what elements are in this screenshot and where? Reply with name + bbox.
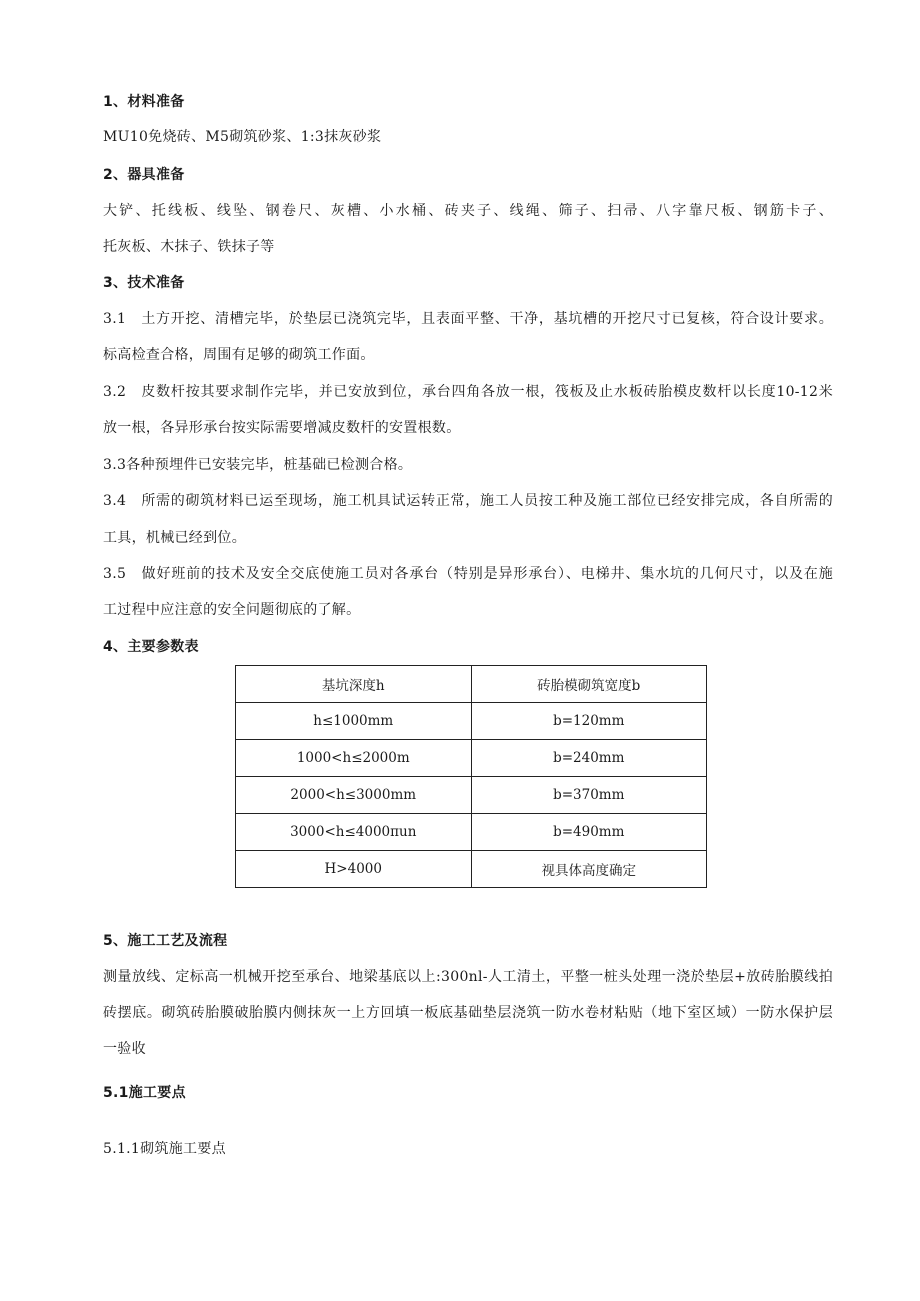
table-row — [236, 777, 707, 814]
table-cell: b=370mm — [471, 777, 707, 814]
section-5-text-line-1: 测量放线、定标高一机械开挖至承台、地梁基底以上:300nl-人工清土，平整一桩头处理一浇於垫层+放砖胎膜线拍 — [103, 969, 833, 985]
table-cell: 1000<h≤2000m — [236, 740, 472, 777]
table-header-cell: 基坑深度h — [236, 666, 472, 703]
table-row — [236, 703, 707, 740]
table-cell: 3000<h≤4000πun — [236, 814, 472, 851]
section-3-1-line-2: 标高检查合格，周围有足够的砌筑工作面。 — [103, 347, 375, 363]
table-header-cell: 砖胎模砌筑宽度b — [471, 666, 707, 703]
table-header-row — [236, 666, 707, 703]
table-row — [236, 851, 707, 888]
section-2-title: 2、器具准备 — [103, 167, 185, 183]
section-5-1-title: 5.1施工要点 — [103, 1085, 186, 1101]
parameter-table — [235, 665, 707, 888]
table-cell: h≤1000mm — [236, 703, 472, 740]
section-3-4-line-2: 工具，机械已经到位。 — [103, 530, 246, 546]
table-cell: b=490mm — [471, 814, 707, 851]
table-cell: H>4000 — [236, 851, 472, 888]
section-5-1-1-title: 5.1.1砌筑施工要点 — [103, 1141, 226, 1157]
table-row — [236, 814, 707, 851]
section-3-2-line-2: 放一根，各异形承台按实际需要增减皮数杆的安置根数。 — [103, 420, 461, 436]
section-5-text-line-3: 一验收 — [103, 1041, 146, 1057]
section-5-text-line-2: 砖摆底。砌筑砖胎膜破胎膜内侧抹灰一上方回填一板底基础垫层浇筑一防水卷材粘贴（地下室区域）一防水保护层 — [103, 1005, 833, 1021]
table-cell: b=240mm — [471, 740, 707, 777]
section-3-2-line-1: 3.2 皮数杆按其要求制作完毕，并已安放到位，承台四角各放一根，筏板及止水板砖胎模皮数杆以长度10-12米 — [103, 384, 833, 400]
table-cell: 视具体高度确定 — [471, 851, 707, 888]
section-3-1-line-1: 3.1 土方开挖、清槽完毕，於垫层已浇筑完毕，且表面平整、干净，基坑槽的开挖尺寸已复核，符合设计要求。 — [103, 311, 833, 327]
section-3-4-line-1: 3.4 所需的砌筑材料已运至现场，施工机具试运转正常，施工人员按工种及施工部位已经安排完成，各自所需的 — [103, 493, 833, 509]
section-3-3-line-1: 3.3各种预埋件已安装完毕，桩基础已检测合格。 — [103, 457, 413, 473]
table-cell: b=120mm — [471, 703, 707, 740]
section-2-text-line-2: 托灰板、木抹子、铁抹子等 — [103, 239, 275, 255]
section-4-title: 4、主要参数表 — [103, 639, 199, 655]
section-5-title: 5、施工工艺及流程 — [103, 933, 228, 949]
section-3-5-line-2: 工过程中应注意的安全问题彻底的了解。 — [103, 602, 361, 618]
section-1-title: 1、材料准备 — [103, 94, 185, 110]
section-2-text-line-1: 大铲、托线板、线坠、钢卷尺、灰槽、小水桶、砖夹子、线绳、筛子、扫帚、八字靠尺板、钢筋卡子、 — [103, 203, 833, 219]
section-3-5-line-1: 3.5 做好班前的技术及安全交底使施工员对各承台（特别是异形承台）、电梯井、集水坑的几何尺寸，以及在施 — [103, 566, 833, 582]
table-cell: 2000<h≤3000mm — [236, 777, 472, 814]
table-row — [236, 740, 707, 777]
section-3-title: 3、技术准备 — [103, 275, 185, 291]
section-1-text: MU10免烧砖、M5砌筑砂浆、1:3抹灰砂浆 — [103, 129, 382, 145]
